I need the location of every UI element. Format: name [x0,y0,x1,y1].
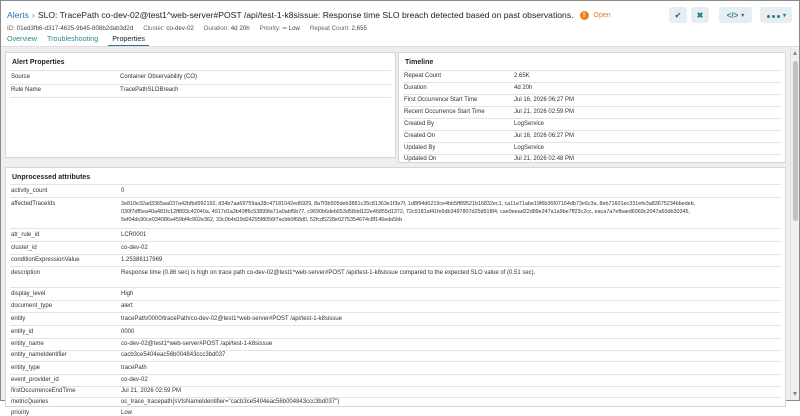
chevron-down-icon: ▾ [782,12,786,19]
attr-label: display_level [11,291,46,297]
timeline-panel [398,52,786,163]
timeline-value: Jul 21, 2026 02:59 PM [514,109,575,115]
attr-value: High [121,291,134,297]
property-label: Source [11,74,31,80]
priority-low-icon: ═ [282,25,287,32]
attr-value-line: 3e810e32ad3365aa037a42bfbd992192, d34b7aa69759aa28c47181042ed6929, 8a7f3b505deb3881c35c81363e1f3e7f, 1d8f94d6219ce4bb5ff89521b16832ec1, ca11e71abe19f6b36f07164db73e6c3a, 8eb71601ec331efe3a83675234bbedeb, [121,201,696,207]
divider [10,254,781,255]
divider [403,118,781,119]
timeline-value: 4d 20h [514,85,533,91]
attr-label: entity_nameIdentifier [11,352,67,358]
meta-key: Duration: [203,25,229,32]
attr-value-line: 5ef04dc90ce034086a459bf4c902e362, 33c0b4d19d24295f8056f7acbb0f68d0, 52fcd5228e0275354674c8f146eda5bb [121,217,403,223]
attr-value: cacb3ce5404eac56b004843ccc3bd037 [121,352,226,358]
divider [403,130,781,131]
title-row [7,7,611,23]
divider [10,84,391,85]
meta-key: Cluster: [143,25,165,32]
attr-label: entity_name [11,341,44,347]
attr-value: tracePath [121,365,147,371]
attr-label: cluster_id [11,245,37,251]
divider [10,338,781,339]
divider [403,94,781,95]
acknowledge-button[interactable] [669,7,687,23]
attr-label: description [11,270,41,276]
attr-label: priority [11,410,30,416]
divider [403,154,781,155]
more-actions-button[interactable] [760,7,792,23]
attr-label: event_provider_id [11,377,59,383]
attr-value: 1.25386117969 [121,257,163,263]
divider [10,228,781,229]
attr-label: entity_id [11,329,34,335]
warning-icon: ! [580,11,589,20]
attr-value: Jul 21, 2026 02:59 PM [121,388,182,394]
divider [10,70,391,71]
tab-properties[interactable]: Properties [108,34,149,47]
timeline-label: Updated On [404,156,437,162]
attr-label: metricQueries [11,399,49,405]
attr-value: Low [121,410,133,416]
properties-content [1,47,790,416]
page-title: SLO: TracePath co-dev-02@test1^web-server#POST /api/test-1-k8sissue: Response time SLO breach detected based on past observations. [37,10,574,20]
divider [10,300,781,301]
timeline-label: Repeat Count [404,73,442,79]
attr-label: firstOccurrenceEndTime [11,388,76,394]
divider [10,197,781,198]
alert-header [1,1,799,47]
timeline-label: Updated By [404,145,436,151]
attr-value-line: Response time (0.86 sec) is high on trace path co-dev-02@test1^web-server#POST /api/test-1-k8sissue compared to the expected SLO value of (0.51 sec). [121,270,536,276]
timeline-value: Jul 16, 2026 06:27 PM [514,97,575,103]
timeline-label: Created By [404,121,435,127]
timeline-value: 2.65K [514,73,530,79]
attr-value: oc_trace_tracepath{sVtsNameIdentifier="cacb3ce5404eac56b004843ccc3bd037"} [121,399,340,405]
divider [10,287,781,288]
attr-value: alert [121,303,133,309]
breadcrumb-separator: › [31,10,35,20]
meta-value-id: 01ed3fb6-d317-4625-9b45-808b2dab3d2d [16,25,134,32]
divider [10,374,781,375]
timeline-label: First Occurrence Start Time [404,97,478,103]
property-label: Rule Name [11,87,42,93]
property-value: Container Observability (CO) [120,74,198,80]
divider [10,184,781,185]
meta-key: ID: [7,25,15,32]
alert-meta [7,25,377,32]
timeline-label: Created On [404,133,436,139]
attr-value: tracePath/0000/tracePath/co-dev-02@test1^web-server#POST /api/test-1-k8sissue [121,316,342,322]
divider [10,266,781,267]
close-alert-button[interactable] [691,7,709,23]
attr-value: co-dev-02 [121,377,148,383]
more-icon [766,11,781,20]
timeline-value: LogService [514,145,545,151]
divider [10,397,781,398]
meta-value-priority: Low [288,25,300,32]
timeline-label: Recent Occurrence Start Time [404,109,485,115]
unprocessed-title: Unprocessed attributes [12,174,91,181]
chevron-down-icon: ▾ [741,12,745,19]
attr-value: co-dev-02@test1^web-server#POST /api/test-1-k8sissue [121,341,273,347]
meta-key: Repeat Count: [309,25,350,32]
attr-label: entity [11,316,26,322]
tab-troubleshooting[interactable]: Troubleshooting [46,34,99,43]
timeline-label: Duration [404,85,427,91]
scroll-up-icon[interactable] [793,51,797,55]
attr-label: conditionExpressionValue [11,257,80,263]
divider [403,142,781,143]
scroll-down-icon[interactable] [793,392,797,396]
tab-overview[interactable]: Overview [7,34,37,43]
timeline-title: Timeline [405,59,434,66]
attr-value-line: 030f7df5ea40a481fc12ff893c42040a, 4917d1a3b43ff6c53899fa71a0abf5b77, c9690b6deb653d58dd122e46855d1372, 72c9181af41fe6db3497807d25d91f84, cae9eead22d89e247a1a9be7ff23c2cc, eaca7a7efbaed6069c2047a60db30345, [121,209,690,215]
divider [10,361,781,362]
divider [403,106,781,107]
alert-properties-panel [5,52,396,158]
toolbar [669,7,792,23]
meta-key: Priority: [259,25,281,32]
attr-value: 0000 [121,329,135,335]
meta-value-duration: 4d 20h [230,25,250,32]
meta-value-repeat-count: 2,655 [351,25,367,32]
attr-label: activity_count [11,188,48,194]
divider [10,312,781,313]
timeline-value: Jul 16, 2026 06:27 PM [514,133,575,139]
timeline-value: LogService [514,121,545,127]
scrollbar-thumb[interactable] [793,61,798,221]
divider [10,386,781,387]
breadcrumb-alerts[interactable]: Alerts [7,10,29,20]
attr-label: entity_type [11,365,41,371]
check-icon: ✔ [674,10,682,20]
divider [10,325,781,326]
property-value: TracePathSLOBreach [120,87,179,93]
attr-label: affectedTraceIds [11,201,56,207]
divider [403,82,781,83]
attr-value: 0 [121,188,125,194]
unprocessed-attributes-panel [5,167,786,416]
divider [10,350,781,351]
close-icon: ✖ [696,10,704,20]
divider [10,241,781,242]
attr-label: atr_rule_id [11,232,40,238]
attr-value: LCR0001 [121,232,147,238]
timeline-value: Jul 21, 2026 02:48 PM [514,156,575,162]
attr-label: document_type [11,303,53,309]
status-badge: Open [593,11,611,19]
vertical-scrollbar[interactable] [790,47,799,400]
alert-properties-title: Alert Properties [12,59,65,66]
meta-value-cluster: co-dev-02 [166,25,194,32]
code-menu-button[interactable] [719,7,752,23]
code-icon: </> [726,10,739,20]
attr-value: co-dev-02 [121,245,148,251]
divider [10,97,391,98]
divider [403,70,781,71]
